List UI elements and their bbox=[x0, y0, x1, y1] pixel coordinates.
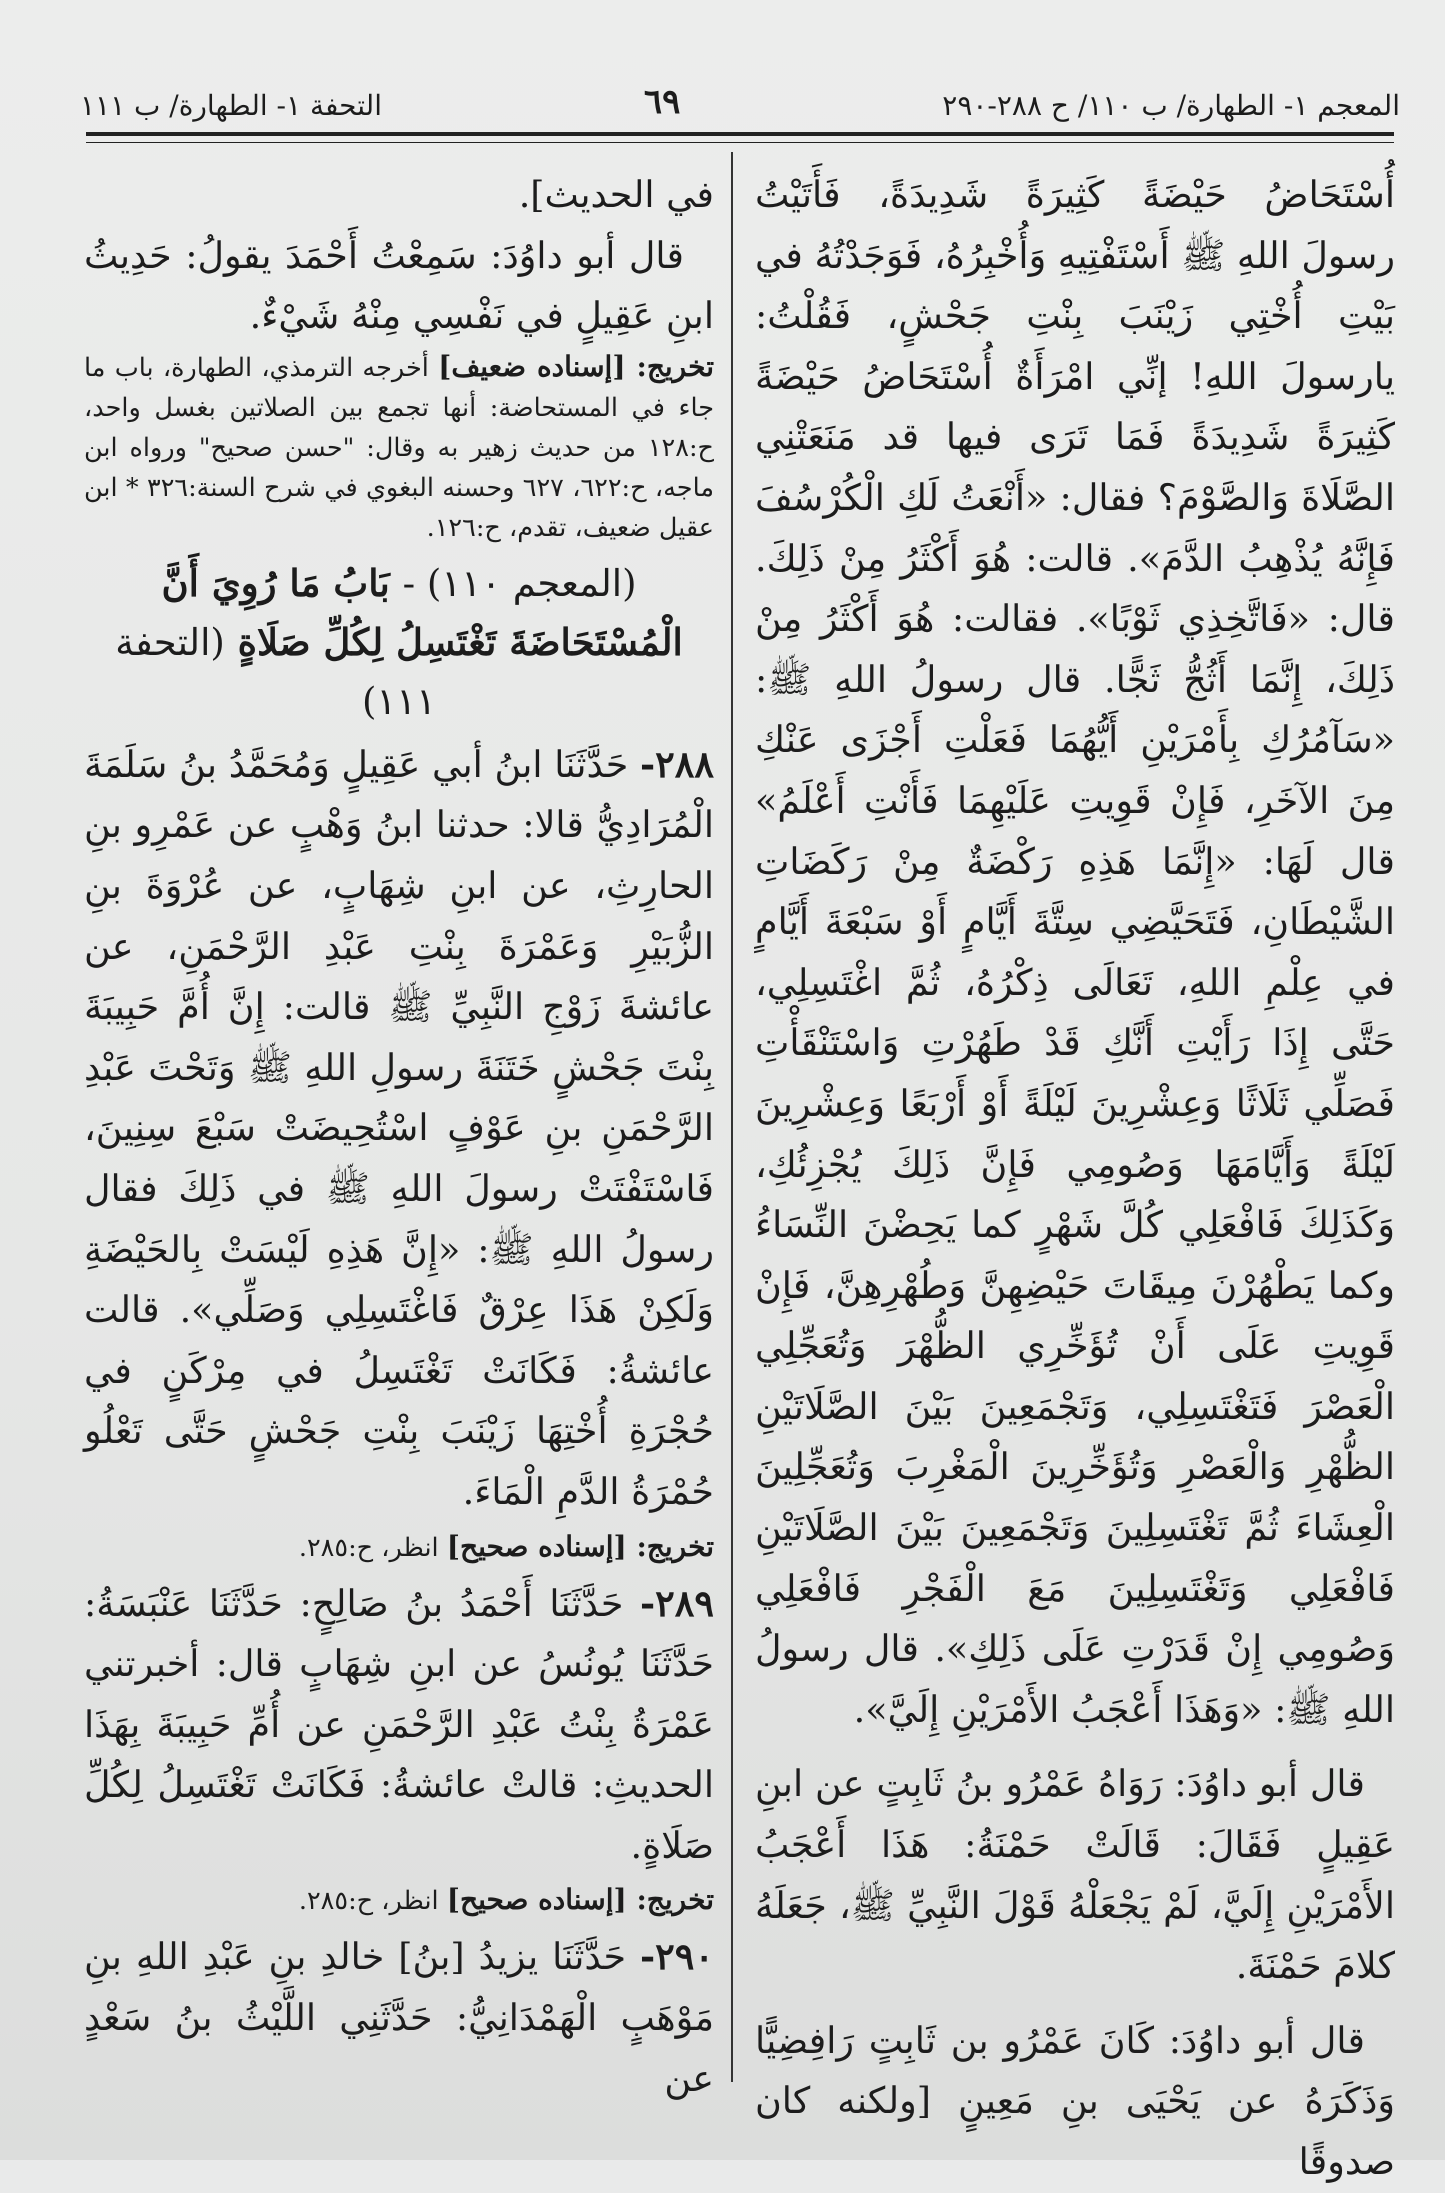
heading-title: بَابُ مَا رُوِيَ أَنَّ الْمُسْتَحَاضَةَ تَغْتَسِلُ لِكُلِّ صَلَاةٍ bbox=[161, 560, 683, 664]
hadith-288 bbox=[84, 735, 714, 1523]
takhrij-label: تخريج: [إسناده صحيح] bbox=[446, 1529, 714, 1563]
takhrij-note-1 bbox=[84, 347, 714, 548]
hadith-289 bbox=[84, 1574, 714, 1877]
header-thin-rule bbox=[86, 142, 1394, 143]
right-paragraph-1: أُسْتَحَاضُ حَيْضَةً كَثِيرَةً شَدِيدَةً، فَأَتَيْتُ رسولَ اللهِ ﷺ أَسْتَفْتِيهِ وَأُخْبِرُهُ، فَوَجَدْتُهُ في بَيْتِ أُخْتِي زَيْنَبَ بِنْتِ جَحْشٍ، فَقُلْتُ: يارسولَ اللهِ! إنِّي امْرَأَةٌ أُسْتَحَاضُ حَيْضَةً كَثِيرَةً شَدِيدَةً فَمَا تَرَى فيها قد مَنَعَتْنِي الصَّلَاةَ وَالصَّوْمَ؟ فقال: «أَنْعَتُ لَكِ الْكُرْسُفَ فَإِنَّهُ يُذْهِبُ الدَّمَ». قالت: هُوَ أَكْثَرُ مِنْ ذَلِكَ. قال: «فَاتَّخِذِي ثَوْبًا». فقالت: هُوَ أَكْثَرُ مِنْ ذَلِكَ، إِنَّمَا أَثُجُّ ثَجًّا. قال رسولُ اللهِ ﷺ: «سَآمُرُكِ بِأَمْرَيْنِ أَيُّهُمَا فَعَلْتِ أَجْزَى عَنْكِ مِنَ الآخَرِ، فَإِنْ قَوِيتِ عَلَيْهِمَا فَأَنْتِ أَعْلَمُ» قال لَهَا: «إِنَّمَا هَذِهِ رَكْضَةٌ مِنْ رَكَضَاتِ الشَّيْطَانِ، فَتَحَيَّضِي سِتَّةَ أَيَّامٍ أَوْ سَبْعَةَ أَيَّامٍ في عِلْمِ اللهِ، تَعَالَى ذِكْرُهُ، ثُمَّ اغْتَسِلِي، حَتَّى إِذَا رَأَيْتِ أَنَّكِ قَدْ طَهُرْتِ وَاسْتَنْقَأْتِ فَصَلِّي ثَلَاثًا وَعِشْرِينَ لَيْلَةً أَوْ أَرْبَعًا وَعِشْرِينَ لَيْلَةً وَأَيَّامَهَا وَصُومِي فَإِنَّ ذَلِكَ يُجْزِئُكِ، وَكَذَلِكَ فَافْعَلِي كُلَّ شَهْرٍ كما يَحِضْنَ النِّسَاءُ وكما يَطْهُرْنَ مِيقَاتَ حَيْضِهِنَّ وَطُهْرِهِنَّ، فَإِنْ قَوِيتِ عَلَى أَنْ تُؤَخِّرِي الظُّهْرَ وَتُعَجِّلِي الْعَصْرَ فَتَغْتَسِلِي، وَتَجْمَعِينَ بَيْنَ الصَّلَاتَيْنِ الظُّهْرِ وَالْعَصْرِ وَتُؤَخِّرِينَ الْمَغْرِبَ وَتُعَجِّلِينَ الْعِشَاءَ ثُمَّ تَغْتَسِلِينَ وَتَجْمَعِينَ بَيْنَ الصَّلَاتَيْنِ فَافْعَلِي وَتَغْتَسِلِينَ مَعَ الْفَجْرِ فَافْعَلِي وَصُومِي إِنْ قَدَرْتِ عَلَى ذَلِكِ». قال رسولُ اللهِ ﷺ: «وَهَذَا أَعْجَبُ الأَمْرَيْنِ إِلَيَّ». bbox=[754, 173, 1395, 1731]
left-paragraph-2: قال أبو داوُدَ: سَمِعْتُ أَحْمَدَ يقولُ: حَدِيثُ ابنِ عَقِيلٍ في نَفْسِي مِنْهُ شَيْءٌ. bbox=[84, 233, 714, 338]
hadith-text: حَدَّثَنَا ابنُ أبي عَقِيلٍ وَمُحَمَّدُ بنُ سَلَمَةَ الْمُرَادِيُّ قالا: حدثنا ابنُ وَهْبٍ عن عَمْرِو بنِ الحارِثِ، عن ابنِ شِهَابٍ، عن عُرْوَةَ بنِ الزُّبَيْرِ وَعَمْرَةَ بِنْتِ عَبْدِ الرَّحْمَنِ، عن عائشةَ زَوْجِ النَّبِيِّ ﷺ قالت: إِنَّ أُمَّ حَبِيبَةَ بِنْتَ جَحْشٍ خَتَنَةَ رسولِ اللهِ ﷺ وَتَحْتَ عَبْدِ الرَّحْمَنِ بنِ عَوْفٍ اسْتُحِيضَتْ سَبْعَ سِنِينَ، فَاسْتَفْتَتْ رسولَ اللهِ ﷺ في ذَلِكَ فقال رسولُ اللهِ ﷺ: «إِنَّ هَذِهِ لَيْسَتْ بِالحَيْضَةِ وَلَكِنْ هَذَا عِرْقٌ فَاغْتَسِلِي وَصَلِّي». قالت عائشةُ: فَكَانَتْ تَغْتَسِلُ في مِرْكَنٍ في حُجْرَةِ أُخْتِهَا زَيْنَبَ بِنْتِ جَحْشٍ حَتَّى تَعْلُو حُمْرَةُ الدَّمِ الْمَاءَ. bbox=[84, 742, 714, 1513]
right-paragraph-3: قال أبو داوُدَ: كَانَ عَمْرُو بن ثَابِتٍ رَافِضِيًّا وَذَكَرَهُ عن يَحْيَى بنِ مَعِينٍ [ولكنه كان صدوقًا bbox=[755, 2018, 1395, 2183]
heading-prefix: (المعجم ١١٠) - bbox=[402, 561, 637, 605]
left-paragraph-1: في الحديث]. bbox=[518, 173, 714, 216]
left-column bbox=[84, 165, 714, 2100]
hadith-number: ٢٩٠- bbox=[640, 1935, 714, 1979]
page-header bbox=[80, 68, 1400, 122]
right-running-head: المعجم ١- الطهارة/ ب ١١٠/ ح ٢٨٨-٢٩٠ bbox=[942, 89, 1400, 122]
takhrij-text: انظر، ح:٢٨٥. bbox=[298, 1886, 439, 1917]
header-thick-rule bbox=[86, 132, 1394, 136]
takhrij-text: انظر، ح:٢٨٥. bbox=[298, 1532, 439, 1563]
takhrij-text: أخرجه الترمذي، الطهارة، باب ما جاء في المستحاضة: أنها تجمع بين الصلاتين بغسل واحد، ح:١٢٨ من حديث زهير به وقال: "حسن صحيح" ورواه ابن ماجه، ح:٦٢٢، ٦٢٧ وحسنه البغوي في شرح السنة:٣٢٦ * ابن عقيل ضعيف، تقدم، ح:١٢٦. bbox=[84, 352, 714, 543]
hadith-290 bbox=[84, 1927, 714, 2109]
takhrij-note-3 bbox=[84, 1880, 714, 1921]
column-separator bbox=[731, 152, 733, 2082]
right-column bbox=[754, 165, 1395, 2183]
takhrij-label: تخريج: [إسناده صحيح] bbox=[446, 1883, 714, 1917]
takhrij-label: تخريج: [إسناده ضعيف] bbox=[438, 349, 714, 383]
right-paragraph-2: قال أبو داوُدَ: رَوَاهُ عَمْرُو بنُ ثَابِتٍ عن ابنِ عَقِيلٍ فَقَالَ: قَالَتْ حَمْنَةُ: هَذَا أَعْجَبُ الأَمْرَيْنِ إِلَيَّ، لَمْ يَجْعَلْهُ قَوْلَ النَّبِيِّ ﷺ، جَعَلَهُ كلامَ حَمْنَةَ. bbox=[755, 1762, 1395, 1988]
hadith-number: ٢٨٩- bbox=[640, 1581, 714, 1625]
left-running-head: التحفة ١- الطهارة/ ب ١١١ bbox=[80, 89, 382, 122]
chapter-heading bbox=[84, 554, 714, 731]
page-number: ٦٩ bbox=[643, 82, 681, 122]
heading-suffix: (التحفة ١١١) bbox=[115, 620, 437, 723]
hadith-text: حَدَّثَنَا يزيدُ [بنُ] خالدِ بنِ عَبْدِ اللهِ بنِ مَوْهَبٍ الْهَمْدَانِيُّ: حَدَّثَنِي اللَّيْثُ بنُ سَعْدٍ عن bbox=[84, 1935, 714, 2100]
hadith-text: حَدَّثَنَا أَحْمَدُ بنُ صَالِحٍ: حَدَّثَنَا عَنْبَسَةُ: حَدَّثَنَا يُونُسُ عن ابنِ شِهَابٍ قال: أخبرتني عَمْرَةُ بِنْتُ عَبْدِ الرَّحْمَنِ عن أُمِّ حَبِيبَةَ بِهَذَا الحديثِ: قالتْ عائشةُ: فَكَانَتْ تَغْتَسِلُ لِكُلِّ صَلَاةٍ. bbox=[84, 1581, 714, 1867]
takhrij-note-2 bbox=[84, 1527, 714, 1568]
hadith-number: ٢٨٨- bbox=[640, 742, 714, 786]
